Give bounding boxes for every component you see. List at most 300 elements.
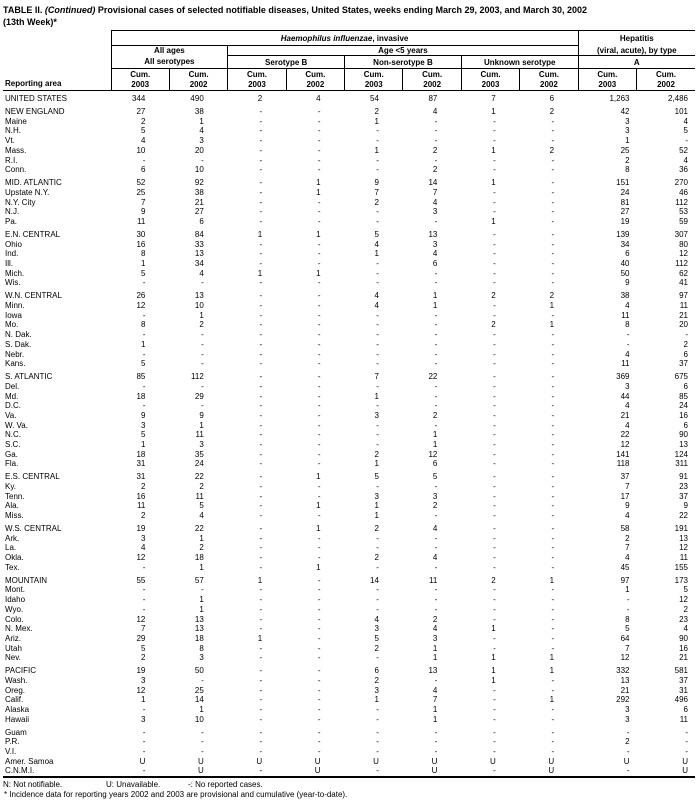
value-cell: 38 <box>620 291 630 301</box>
value-cell: 1 <box>316 472 321 482</box>
value-cell: - <box>551 482 555 492</box>
value-cell: 19 <box>620 217 630 226</box>
value-cell: - <box>434 155 438 165</box>
value-cell: - <box>376 440 379 450</box>
value-cell: 31 <box>136 472 146 482</box>
reporting-area-cell: W.S. CENTRAL <box>5 524 62 534</box>
value-cell: 11 <box>195 491 204 501</box>
table-row <box>3 605 695 615</box>
value-cell: - <box>376 165 379 175</box>
value-cell: 33 <box>194 239 204 249</box>
value-cell: - <box>317 533 321 543</box>
table-row <box>3 278 695 288</box>
value-cell: - <box>142 705 146 715</box>
value-cell: - <box>317 301 321 310</box>
value-cell: - <box>376 330 379 340</box>
value-cell: - <box>551 624 555 634</box>
value-cell: 4 <box>374 239 379 249</box>
reporting-area-cell: Mo. <box>5 320 19 330</box>
value-cell: 42 <box>620 107 630 117</box>
value-cell: - <box>493 511 496 521</box>
value-cell: 2 <box>625 737 630 747</box>
value-cell: 1 <box>491 675 496 685</box>
reporting-area-cell: N. Dak. <box>5 330 32 340</box>
value-cell: 19 <box>136 666 146 676</box>
reporting-area-cell: S.C. <box>5 440 21 450</box>
value-cell: 46 <box>679 187 688 197</box>
value-cell: - <box>434 278 438 288</box>
value-cell: - <box>434 359 438 369</box>
value-cell: - <box>493 391 496 401</box>
value-cell: 5 <box>683 126 688 136</box>
value-cell: - <box>259 747 263 757</box>
reporting-area-cell: Upstate N.Y. <box>5 187 50 197</box>
value-cell: 4 <box>625 553 630 563</box>
value-cell: - <box>551 553 555 563</box>
value-cell: - <box>685 747 688 757</box>
value-cell: 12 <box>136 614 146 624</box>
value-cell: - <box>376 585 379 595</box>
value-cell: - <box>626 727 630 737</box>
reporting-area-cell: Utah <box>5 643 22 653</box>
value-cell: - <box>376 207 379 217</box>
value-cell: 7 <box>140 624 146 634</box>
value-cell: - <box>376 136 379 146</box>
value-cell: 1 <box>491 145 496 155</box>
value-cell: - <box>551 440 555 450</box>
reporting-area-cell: MID. ATLANTIC <box>5 178 62 188</box>
value-cell: U <box>548 766 555 776</box>
value-cell: 2 <box>374 107 379 117</box>
table-title-line1 <box>3 5 695 17</box>
value-cell: U <box>256 756 263 766</box>
value-cell: - <box>376 278 379 288</box>
col-group-unknown-serotype: Unknown serotype <box>461 56 578 69</box>
value-cell: - <box>493 165 496 175</box>
value-cell: - <box>259 207 263 217</box>
table-continued: (Continued) <box>44 5 96 15</box>
col-header-reporting-area: Reporting area <box>3 31 111 91</box>
value-cell: 2 <box>374 197 379 207</box>
value-cell: 13 <box>194 614 204 624</box>
value-cell: 3 <box>199 653 204 663</box>
value-cell: 34 <box>194 259 204 268</box>
value-cell: 10 <box>194 714 204 724</box>
value-cell: 2 <box>140 653 146 663</box>
value-cell: - <box>317 155 321 165</box>
table-row <box>3 663 695 676</box>
value-cell: 2 <box>549 291 555 301</box>
value-cell: - <box>259 126 263 136</box>
value-cell: - <box>551 155 555 165</box>
value-cell: - <box>551 727 555 737</box>
value-cell: 1 <box>199 116 204 126</box>
value-cell: 1 <box>316 187 321 197</box>
value-cell: - <box>201 278 204 288</box>
table-row <box>3 715 695 725</box>
reporting-area-cell: Maine <box>5 116 27 126</box>
year-label: 2002 <box>540 79 558 89</box>
value-cell: 9 <box>625 278 630 288</box>
value-cell: - <box>434 420 438 430</box>
reporting-area-cell: Kans. <box>5 359 26 369</box>
value-cell: 3 <box>374 685 379 695</box>
table-section <box>3 104 695 175</box>
value-cell: U <box>373 756 379 766</box>
table-section <box>3 521 695 573</box>
value-cell: - <box>493 197 496 207</box>
table-row <box>3 156 695 166</box>
value-cell: - <box>376 714 379 724</box>
value-cell: - <box>376 430 379 440</box>
col-header-cum-2003 <box>111 69 169 91</box>
value-cell: - <box>317 116 321 126</box>
value-cell: 1 <box>491 624 496 634</box>
value-cell: - <box>434 533 438 543</box>
value-cell: - <box>259 472 263 482</box>
value-cell: 11 <box>679 714 688 724</box>
value-cell: - <box>317 491 321 501</box>
haemophilus-rest-label: , invasive <box>372 33 409 43</box>
value-cell: - <box>551 372 555 382</box>
year-label: 2003 <box>364 79 383 89</box>
value-cell: 2 <box>432 614 438 624</box>
value-cell: - <box>259 197 263 207</box>
value-cell: 3 <box>374 491 379 501</box>
value-cell: - <box>259 459 263 469</box>
reporting-area-cell: La. <box>5 543 17 553</box>
value-cell: - <box>434 727 438 737</box>
value-cell: 1 <box>316 229 321 239</box>
value-cell: - <box>317 278 321 288</box>
value-cell: 1 <box>432 643 438 653</box>
value-cell: 1 <box>625 585 630 595</box>
value-cell: - <box>493 585 496 595</box>
value-cell: - <box>626 330 630 340</box>
reporting-area-cell: Ga. <box>5 449 18 459</box>
value-cell: 8 <box>140 249 146 259</box>
value-cell: 112 <box>675 197 688 207</box>
value-cell: - <box>493 440 496 450</box>
value-cell: - <box>317 440 321 450</box>
table-row <box>3 511 695 521</box>
value-cell: 44 <box>620 391 630 401</box>
value-cell: - <box>259 107 263 117</box>
value-cell: 21 <box>679 653 688 663</box>
value-cell: 34 <box>620 239 630 249</box>
value-cell: 13 <box>620 675 630 685</box>
value-cell: 5 <box>374 633 379 643</box>
value-cell: - <box>493 595 496 605</box>
value-cell: 2 <box>491 575 496 585</box>
table-row <box>3 217 695 227</box>
value-cell: - <box>434 482 438 492</box>
reporting-area-cell: Okla. <box>5 553 24 563</box>
value-cell: - <box>376 320 379 330</box>
value-cell: - <box>551 126 555 136</box>
value-cell: - <box>493 339 496 349</box>
reporting-area-cell: R.I. <box>5 155 18 165</box>
value-cell: 19 <box>136 524 146 534</box>
value-cell: - <box>317 695 321 705</box>
value-cell: - <box>434 391 438 401</box>
value-cell: - <box>317 381 321 391</box>
reporting-area-cell: V.I. <box>5 747 17 757</box>
value-cell: - <box>493 562 496 572</box>
value-cell: - <box>551 705 555 715</box>
value-cell: 12 <box>136 553 146 563</box>
value-cell: 1 <box>491 107 496 117</box>
col-group-hepatitis-a: A <box>578 56 695 69</box>
table-row <box>3 269 695 279</box>
value-cell: 2 <box>432 410 438 420</box>
value-cell: 4 <box>140 136 146 146</box>
value-cell: - <box>259 278 263 288</box>
value-cell: 1 <box>199 533 204 543</box>
value-cell: 2 <box>374 675 379 685</box>
table-title-text: Provisional cases of selected notifiable diseases, United States, weeks ending March 29, 2003, and March 30, 2002 <box>95 5 588 15</box>
cum-label: Cum. <box>188 70 209 79</box>
value-cell: 124 <box>674 449 688 459</box>
reporting-area-cell: Vt. <box>5 136 15 146</box>
reporting-area-cell: Conn. <box>5 165 27 175</box>
value-cell: 11 <box>137 501 146 511</box>
table-row <box>3 369 695 382</box>
value-cell: 2 <box>374 643 379 653</box>
value-cell: - <box>493 372 496 382</box>
value-cell: - <box>551 165 555 175</box>
cum-label: Cum. <box>538 70 559 79</box>
value-cell: - <box>259 585 263 595</box>
value-cell: - <box>259 320 263 330</box>
value-cell: - <box>551 349 555 359</box>
reporting-area-cell: Ky. <box>5 482 16 492</box>
value-cell: - <box>376 310 379 320</box>
value-cell: 1 <box>625 136 630 146</box>
value-cell: - <box>551 633 555 643</box>
reporting-area-cell: P.R. <box>5 737 20 747</box>
value-cell: 2 <box>374 553 379 563</box>
value-cell: 292 <box>616 695 630 705</box>
reporting-area-cell: Del. <box>5 381 20 391</box>
legend-no-reported-cases: -: No reported cases. <box>188 780 263 790</box>
value-cell: 54 <box>370 94 379 104</box>
value-cell: - <box>142 604 146 614</box>
value-cell: 118 <box>616 459 630 469</box>
value-cell: - <box>142 401 146 411</box>
reporting-area-cell: Wyo. <box>5 604 24 614</box>
value-cell: - <box>259 430 263 440</box>
value-cell: - <box>201 727 204 737</box>
table-row <box>3 686 695 696</box>
table-row <box>3 207 695 217</box>
value-cell: 13 <box>194 249 204 259</box>
value-cell: - <box>493 359 496 369</box>
value-cell: - <box>317 320 321 330</box>
value-cell: 7 <box>432 695 438 705</box>
col-header-cum-2003 <box>578 69 636 91</box>
value-cell: - <box>201 585 204 595</box>
haemophilus-italic-label: Haemophilus influenzae <box>280 33 373 43</box>
year-label: 2002 <box>189 79 208 89</box>
value-cell: 35 <box>194 449 204 459</box>
value-cell: - <box>551 178 555 188</box>
table-row <box>3 695 695 705</box>
reporting-area-cell: N.Y. City <box>5 197 36 207</box>
value-cell: - <box>493 136 496 146</box>
reporting-area-cell: Mass. <box>5 145 27 155</box>
value-cell: 2 <box>683 604 688 614</box>
value-cell: - <box>493 330 496 340</box>
value-cell: 1 <box>432 705 438 715</box>
table-row <box>3 543 695 553</box>
value-cell: - <box>317 349 321 359</box>
value-cell: - <box>259 249 263 259</box>
value-cell: 12 <box>136 685 146 695</box>
year-label: 2003 <box>598 79 617 89</box>
table-row <box>3 126 695 136</box>
value-cell: - <box>551 278 555 288</box>
col-group-hepatitis-subtitle: (viral, acute), by type <box>578 46 695 56</box>
value-cell: 4 <box>625 420 630 430</box>
table-row <box>3 724 695 737</box>
value-cell: - <box>142 727 146 737</box>
reporting-area-cell: Nebr. <box>5 349 25 359</box>
value-cell: - <box>493 187 496 197</box>
value-cell: - <box>434 339 438 349</box>
value-cell: 9 <box>374 178 379 188</box>
value-cell: - <box>626 766 630 776</box>
value-cell: - <box>434 562 438 572</box>
table-row <box>3 676 695 686</box>
value-cell: - <box>376 339 379 349</box>
reporting-area-cell: Oreg. <box>5 685 26 695</box>
reporting-area-cell: Va. <box>5 410 17 420</box>
value-cell: - <box>551 604 555 614</box>
value-cell: 9 <box>199 410 204 420</box>
value-cell: 3 <box>374 624 379 634</box>
value-cell: 7 <box>625 543 630 553</box>
value-cell: - <box>376 737 379 747</box>
value-cell: 38 <box>194 187 204 197</box>
value-cell: 1 <box>257 268 263 278</box>
value-cell: 1 <box>257 229 263 239</box>
value-cell: 12 <box>428 449 438 459</box>
cum-label: Cum. <box>480 70 501 79</box>
value-cell: 6 <box>683 420 688 430</box>
value-cell: - <box>317 259 321 268</box>
value-cell: 59 <box>679 217 688 226</box>
value-cell: - <box>493 695 496 705</box>
cum-label: Cum. <box>422 70 443 79</box>
value-cell: - <box>259 624 263 634</box>
value-cell: - <box>493 420 496 430</box>
value-cell: - <box>201 675 204 685</box>
value-cell: 21 <box>620 410 630 420</box>
value-cell: - <box>551 420 555 430</box>
value-cell: - <box>493 501 496 511</box>
value-cell: - <box>142 737 146 747</box>
value-cell: - <box>376 401 379 411</box>
value-cell: - <box>685 136 688 146</box>
table-row <box>3 311 695 321</box>
value-cell: 18 <box>194 553 204 563</box>
value-cell: - <box>685 330 688 340</box>
value-cell: 22 <box>194 524 204 534</box>
value-cell: - <box>259 562 263 572</box>
value-cell: - <box>376 533 379 543</box>
value-cell: - <box>551 197 555 207</box>
value-cell: - <box>551 501 555 511</box>
value-cell: U <box>198 766 204 776</box>
value-cell: 1 <box>199 604 204 614</box>
value-cell: - <box>493 633 496 643</box>
value-cell: 12 <box>136 301 146 310</box>
value-cell: 11 <box>679 553 688 563</box>
value-cell: 13 <box>194 624 204 634</box>
value-cell: 3 <box>199 136 204 146</box>
value-cell: - <box>317 249 321 259</box>
reporting-area-cell: Mont. <box>5 585 26 595</box>
reporting-area-cell: UNITED STATES <box>5 94 67 104</box>
value-cell: 1 <box>140 695 146 705</box>
value-cell: 27 <box>620 207 630 217</box>
value-cell: - <box>434 310 438 320</box>
value-cell: 5 <box>432 472 438 482</box>
cum-label: Cum. <box>656 70 676 79</box>
value-cell: 1 <box>432 440 438 450</box>
value-cell: 1 <box>140 339 146 349</box>
value-cell: - <box>551 533 555 543</box>
value-cell: - <box>259 604 263 614</box>
value-cell: - <box>259 553 263 563</box>
value-cell: 1 <box>316 268 321 278</box>
value-cell: 5 <box>140 643 146 653</box>
value-cell: 2 <box>549 145 555 155</box>
value-cell: 3 <box>625 714 630 724</box>
value-cell: - <box>259 178 263 188</box>
value-cell: 4 <box>683 155 688 165</box>
value-cell: - <box>493 766 496 776</box>
reporting-area-cell: W.N. CENTRAL <box>5 291 62 301</box>
reporting-area-cell: Wis. <box>5 278 21 288</box>
value-cell: 1 <box>316 562 321 572</box>
value-cell: - <box>376 482 379 492</box>
value-cell: 7 <box>491 94 496 104</box>
value-cell: - <box>259 116 263 126</box>
reporting-area-cell: Ohio <box>5 239 22 249</box>
value-cell: - <box>317 430 321 440</box>
reporting-area-cell: Ark. <box>5 533 20 543</box>
reporting-area-cell: Tenn. <box>5 491 25 501</box>
value-cell: - <box>551 391 555 401</box>
value-cell: - <box>317 511 321 521</box>
table-row <box>3 459 695 469</box>
value-cell: 3 <box>140 420 146 430</box>
value-cell: 45 <box>620 562 630 572</box>
value-cell: - <box>376 349 379 359</box>
value-cell: - <box>493 705 496 715</box>
value-cell: - <box>317 543 321 553</box>
value-cell: - <box>259 239 263 249</box>
value-cell: - <box>259 359 263 369</box>
value-cell: - <box>551 747 555 757</box>
value-cell: 4 <box>432 107 438 117</box>
value-cell: 13 <box>194 291 204 301</box>
table-label: TABLE II. <box>3 5 45 15</box>
value-cell: U <box>489 756 496 766</box>
table-row <box>3 450 695 460</box>
